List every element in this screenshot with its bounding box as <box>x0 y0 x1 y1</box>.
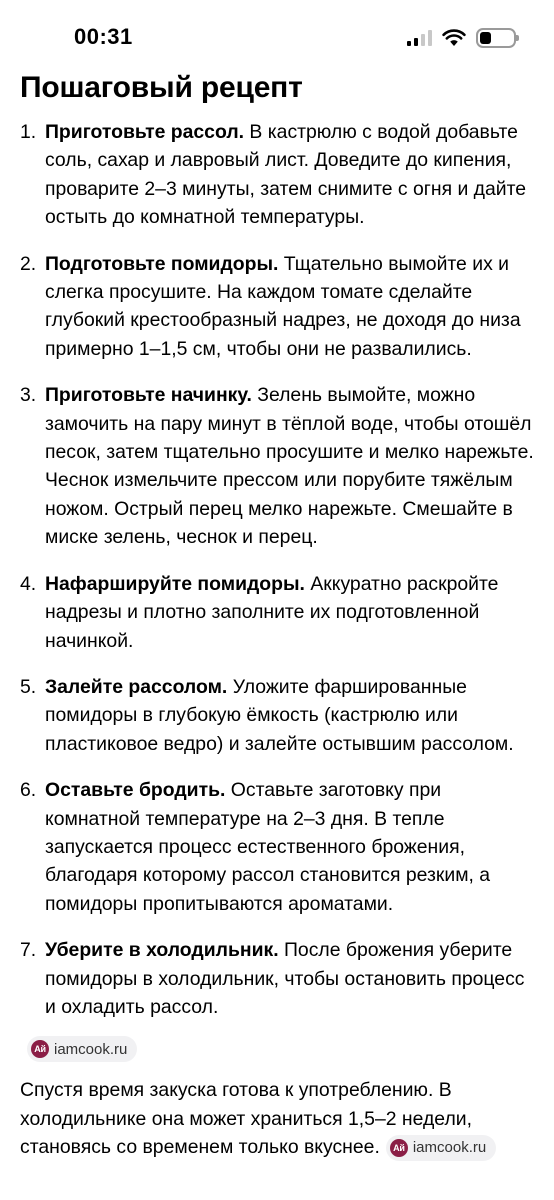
step-text: После брожения уберите помидоры в холодильник, чтобы остановить процесс и охладить рассол. <box>45 939 525 1018</box>
cellular-signal-icon <box>407 30 432 46</box>
outro-text: Спустя время закуска готова к употреблению. В холодильнике она может храниться 1,5–2 недели, становясь со временем только вкуснее. <box>20 1079 472 1159</box>
step-number: 2. <box>20 252 37 275</box>
step-text: Уложите фаршированные помидоры в глубокую ёмкость (кастрюлю или пластиковое ведро) и залейте остывшим рассолом. <box>45 675 514 755</box>
step-body <box>45 936 540 1021</box>
source-label: iamcook.ru <box>412 1138 487 1156</box>
step-body <box>45 250 540 364</box>
step-title: Приготовьте начинку. <box>45 384 252 407</box>
step-title: Подготовьте помидоры. <box>45 252 279 275</box>
step-body <box>45 673 540 758</box>
step-title: Оставьте бродить. <box>45 779 226 802</box>
outro-paragraph <box>20 1076 540 1161</box>
wifi-icon <box>442 29 466 47</box>
step-text: Тщательно вымойте их и слегка просушите. На каждом томате сделайте глубокий крестообразный надрез, не доходя до низа примерно 1–1,5 см, чтобы они не развалились. <box>45 252 521 360</box>
iamcook-logo-icon: Ай <box>390 1139 408 1157</box>
battery-icon <box>476 28 516 48</box>
step-number: 1. <box>20 121 37 143</box>
step-number: 4. <box>20 572 37 595</box>
step-text: Оставьте заготовку при комнатной температуре на 2–3 дня. В тепле запускается процесс естественного брожения, благодаря которому рассол становится резким, а помидоры пропитываются ароматами. <box>45 779 491 915</box>
step-number: 5. <box>20 675 37 698</box>
step-number: 6. <box>20 779 37 802</box>
step-item <box>20 936 540 1021</box>
iamcook-logo-icon: Ай <box>31 1040 49 1058</box>
battery-level <box>480 32 491 44</box>
step-item <box>20 776 540 918</box>
status-icons <box>407 28 516 48</box>
recipe-content <box>20 68 540 1162</box>
page-title: Пошаговый рецепт <box>20 71 303 104</box>
step-number: 7. <box>20 939 37 962</box>
step-item <box>20 381 540 551</box>
step-title: Уберите в холодильник. <box>45 939 279 962</box>
step-text: Зелень вымойте, можно замочить на пару минут в тёплой воде, чтобы отошёл песок, затем тщательно просушите и мелко нарежьте. Чеснок измельчите прессом или порубите тяжёлым ножом. Острый перец мелко нарежьте. Смешайте в миске зелень, чеснок и перец. <box>45 384 534 549</box>
step-text: В кастрюлю с водой добавьте соль, сахар и лавровый лист. Доведите до кипения, проварите 2–3 минуты, затем снимите с огня и дайте остыть до комнатной температуры. <box>45 121 527 229</box>
step-item <box>20 570 540 655</box>
step-text: Аккуратно раскройте надрезы и плотно заполните их подготовленной начинкой. <box>45 572 499 652</box>
step-item <box>20 118 540 232</box>
step-item <box>20 250 540 364</box>
step-body <box>45 381 540 551</box>
step-body <box>45 118 540 232</box>
source-link[interactable] <box>27 1036 137 1062</box>
source-link-inline[interactable] <box>386 1135 496 1161</box>
steps-list <box>20 118 540 1021</box>
source-label: iamcook.ru <box>54 1040 128 1058</box>
step-title: Приготовьте рассол. <box>45 121 245 143</box>
step-number: 3. <box>20 384 37 407</box>
step-item <box>20 673 540 758</box>
step-body <box>45 776 540 918</box>
status-bar <box>0 0 554 72</box>
status-time: 00:31 <box>74 24 133 49</box>
step-body <box>45 570 540 655</box>
step-title: Нафаршируйте помидоры. <box>45 572 305 595</box>
step-title: Залейте рассолом. <box>45 675 228 698</box>
